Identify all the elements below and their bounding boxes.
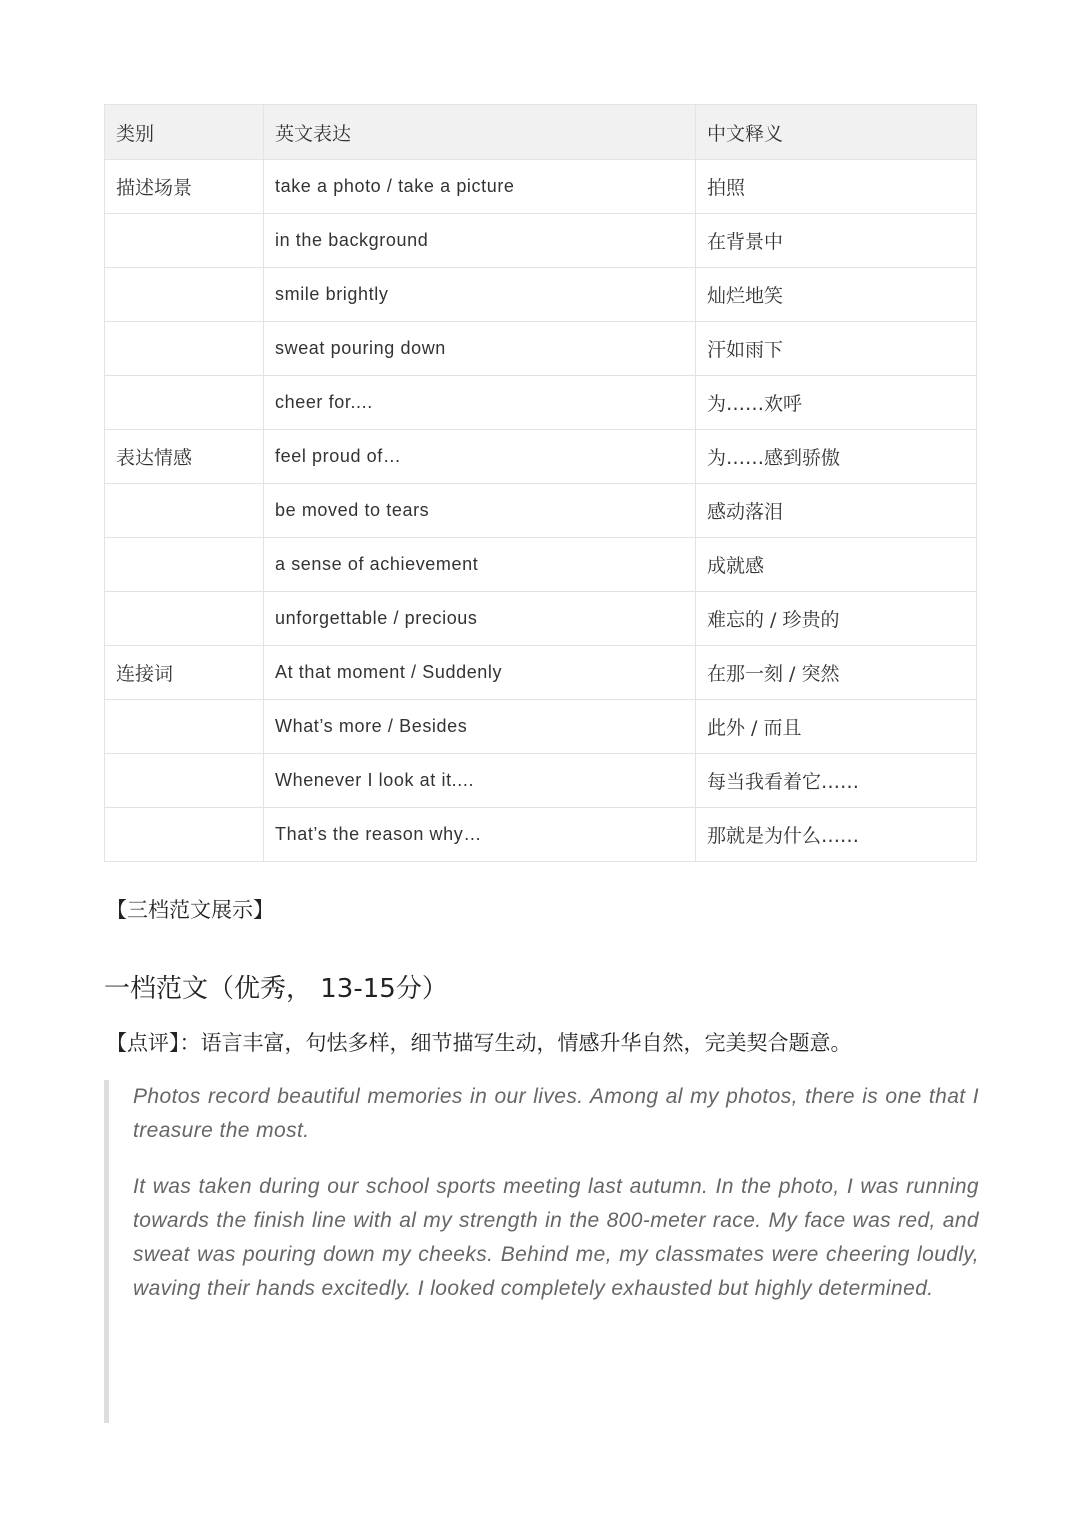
row-category (105, 268, 264, 322)
vocabulary-table (104, 104, 977, 862)
tier-title: 一档范文（优秀， 13-15分） (104, 974, 448, 1004)
header-category: 类别 (105, 105, 264, 160)
table-row (105, 268, 977, 322)
table-row (105, 430, 977, 484)
row-chinese: 拍照 (696, 160, 977, 214)
review-comment: 【点评】：语言丰富，句怯多样，细节描写生动，情感升华自然，完美契合题意。 (106, 1031, 852, 1055)
row-english: a sense of achievement (264, 538, 696, 592)
table-row (105, 484, 977, 538)
table-row (105, 592, 977, 646)
row-english: What’s more / Besides (264, 700, 696, 754)
row-chinese: 在那一刻 / 突然 (696, 646, 977, 700)
row-english: That’s the reason why… (264, 808, 696, 862)
row-category (105, 808, 264, 862)
row-english: sweat pouring down (264, 322, 696, 376)
table-row (105, 322, 977, 376)
row-chinese: 感动落泪 (696, 484, 977, 538)
row-chinese: 为……欢呼 (696, 376, 977, 430)
essay-paragraph: It was taken during our school sports meeting last autumn. In the photo, I was running towards the finish line with al my strength in the 800-meter race. My face was red, and sweat was pouring down my cheeks. Behind me, my classmates were cheering loudly, waving their hands excitedly. I looked completely exhausted but highly determined. (133, 1175, 979, 1300)
row-english: take a photo / take a picture (264, 160, 696, 214)
row-english: Whenever I look at it.... (264, 754, 696, 808)
table-header-row (105, 105, 977, 160)
row-chinese: 此外 / 而且 (696, 700, 977, 754)
row-category (105, 484, 264, 538)
row-category: 连接词 (105, 646, 264, 700)
row-chinese: 每当我看着它…… (696, 754, 977, 808)
table-row (105, 376, 977, 430)
row-chinese: 汗如雨下 (696, 322, 977, 376)
row-category (105, 538, 264, 592)
row-english: be moved to tears (264, 484, 696, 538)
section-heading: 【三档范文展示】 (106, 898, 274, 922)
row-english: cheer for.... (264, 376, 696, 430)
row-category: 表达情感 (105, 430, 264, 484)
header-chinese: 中文释义 (696, 105, 977, 160)
row-category (105, 214, 264, 268)
row-category: 描述场景 (105, 160, 264, 214)
table-row (105, 214, 977, 268)
row-category (105, 754, 264, 808)
row-english: At that moment / Suddenly (264, 646, 696, 700)
header-english: 英文表达 (264, 105, 696, 160)
essay-paragraph: Photos record beautiful memories in our lives. Among al my photos, there is one that I treasure the most. (133, 1085, 979, 1142)
row-category (105, 592, 264, 646)
table-row (105, 646, 977, 700)
row-english: in the background (264, 214, 696, 268)
row-chinese: 在背景中 (696, 214, 977, 268)
row-chinese: 为……感到骄傲 (696, 430, 977, 484)
row-chinese: 那就是为什么…… (696, 808, 977, 862)
table-row (105, 808, 977, 862)
table-row (105, 700, 977, 754)
row-chinese: 灿烂地笑 (696, 268, 977, 322)
row-category (105, 700, 264, 754)
row-category (105, 376, 264, 430)
row-english: feel proud of… (264, 430, 696, 484)
table-row (105, 160, 977, 214)
row-chinese: 成就感 (696, 538, 977, 592)
table-row (105, 754, 977, 808)
row-chinese: 难忘的 / 珍贵的 (696, 592, 977, 646)
row-english: smile brightly (264, 268, 696, 322)
essay-blockquote (104, 1080, 979, 1423)
row-category (105, 322, 264, 376)
row-english: unforgettable / precious (264, 592, 696, 646)
table-row (105, 538, 977, 592)
